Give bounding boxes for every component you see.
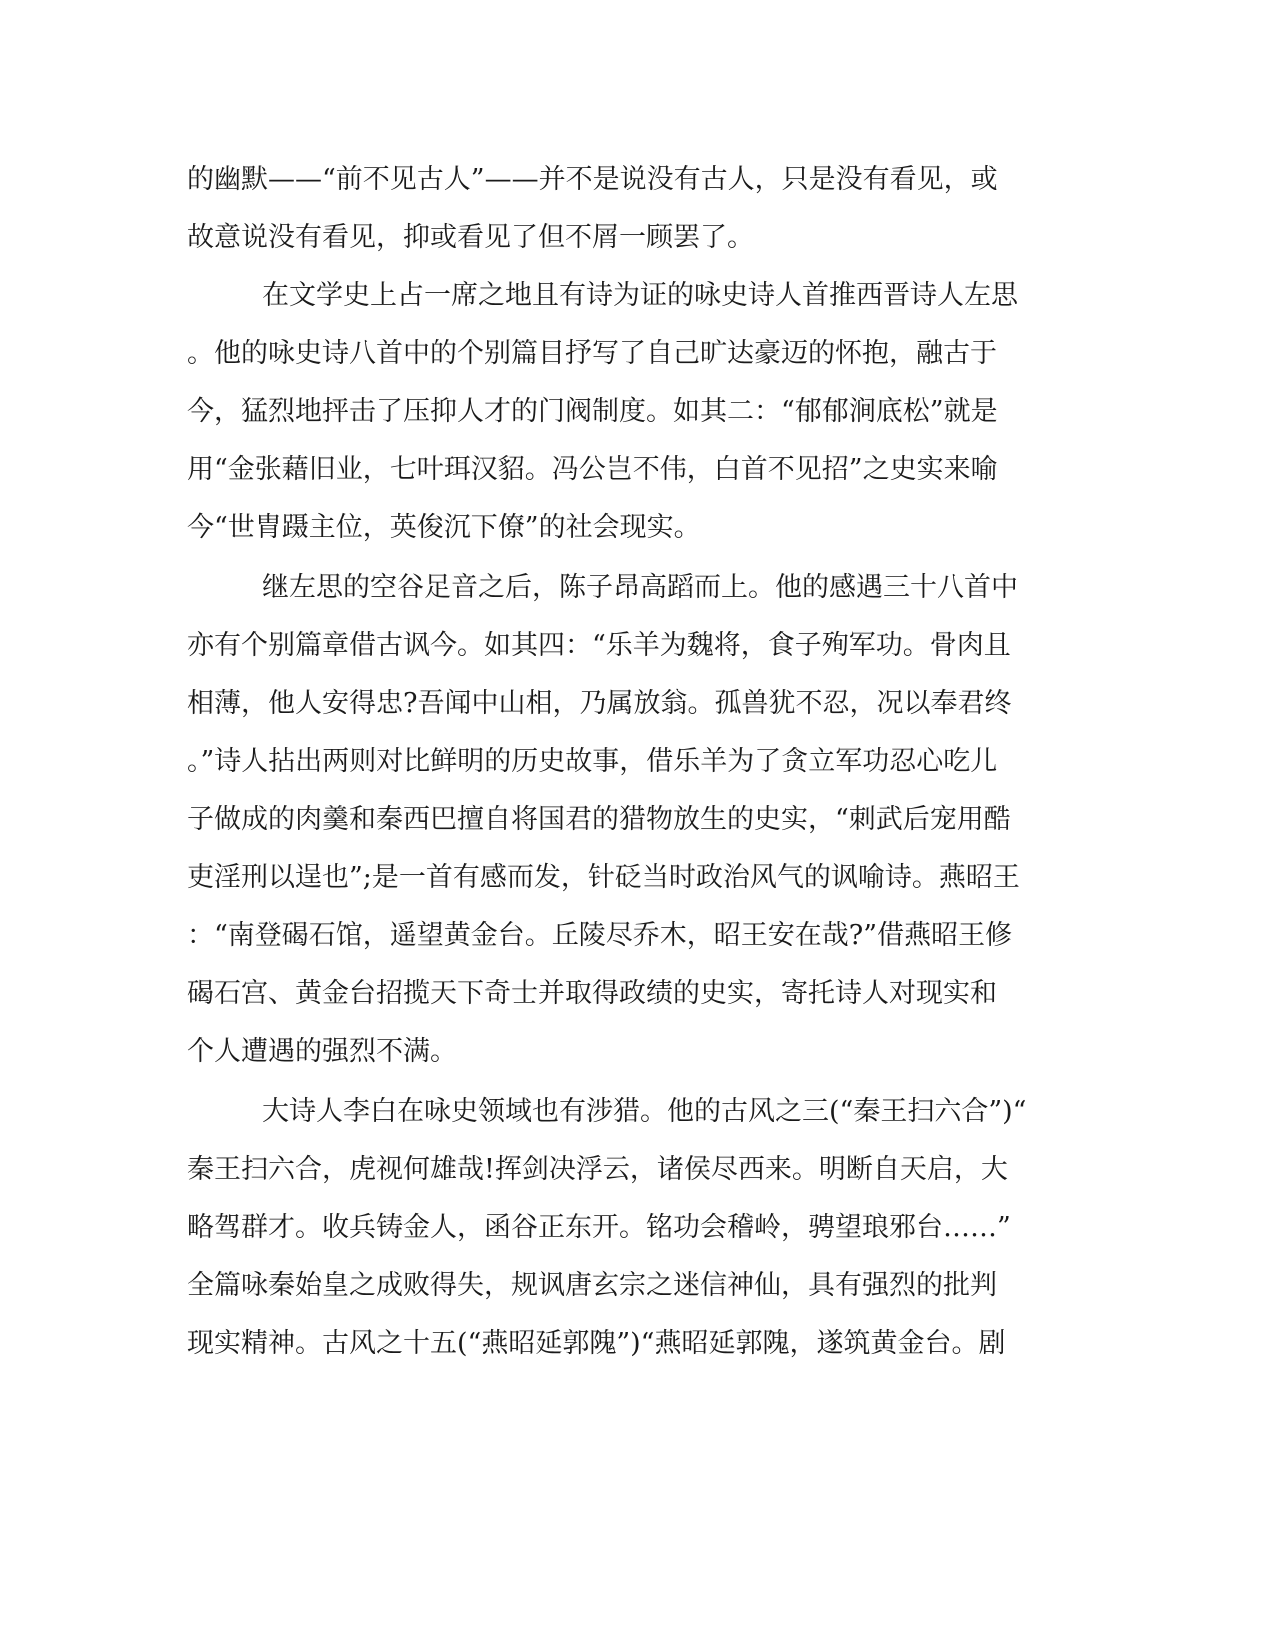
paragraph-first-line: 在文学史上占一席之地且有诗为证的咏史诗人首推西晋诗人左思	[262, 280, 1018, 311]
text-line: 用“金张藉旧业，七叶珥汉貂。冯公岂不伟，白首不见招”之史实来喻	[187, 454, 998, 485]
text-line: 亦有个别篇章借古讽今。如其四：“乐羊为魏将，食子殉军功。骨肉且	[187, 630, 1011, 661]
text-line: 今，猛烈地抨击了压抑人才的门阀制度。如其二：“郁郁涧底松”就是	[187, 396, 998, 427]
text-line: 子做成的肉羹和秦西巴擅自将国君的猎物放生的史实，“刺武后宠用酷	[187, 804, 1011, 835]
paragraph-first-line: 大诗人李白在咏史领域也有涉猎。他的古风之三(“秦王扫六合”)“	[262, 1096, 1027, 1127]
text-line: 秦王扫六合，虎视何雄哉!挥剑决浮云，诸侯尽西来。明断自天启，大	[187, 1154, 1008, 1185]
text-line: 吏淫刑以逞也”;是一首有感而发，针砭当时政治风气的讽喻诗。燕昭王	[187, 862, 1020, 893]
text-line: 的幽默——“前不见古人”——并不是说没有古人，只是没有看见，或	[187, 164, 998, 195]
text-line: 个人遭遇的强烈不满。	[187, 1036, 457, 1067]
text-line: 。”诗人拈出两则对比鲜明的历史故事，借乐羊为了贪立军功忍心吃儿	[187, 746, 998, 777]
text-line: 全篇咏秦始皇之成败得失，规讽唐玄宗之迷信神仙，具有强烈的批判	[187, 1270, 997, 1301]
text-line: 碣石宫、黄金台招揽天下奇士并取得政绩的史实，寄托诗人对现实和	[187, 978, 997, 1009]
text-line: 略驾群才。收兵铸金人，函谷正东开。铭功会稽岭，骋望琅邪台……”	[187, 1212, 1011, 1243]
text-line: 今“世胄蹑主位，英俊沉下僚”的社会现实。	[187, 512, 701, 543]
text-line: ：“南登碣石馆，遥望黄金台。丘陵尽乔木，昭王安在哉?”借燕昭王修	[187, 920, 1013, 951]
text-line: 故意说没有看见，抑或看见了但不屑一顾罢了。	[187, 222, 754, 253]
text-line: 相薄，他人安得忠?吾闻中山相，乃属放翁。孤兽犹不忍，况以奉君终	[187, 688, 1012, 719]
text-line: 现实精神。古风之十五(“燕昭延郭隗”)“燕昭延郭隗，遂筑黄金台。剧	[187, 1328, 1006, 1359]
paragraph-first-line: 继左思的空谷足音之后，陈子昂高蹈而上。他的感遇三十八首中	[262, 572, 1018, 603]
text-line: 。他的咏史诗八首中的个别篇目抒写了自己旷达豪迈的怀抱，融古于	[187, 338, 997, 369]
